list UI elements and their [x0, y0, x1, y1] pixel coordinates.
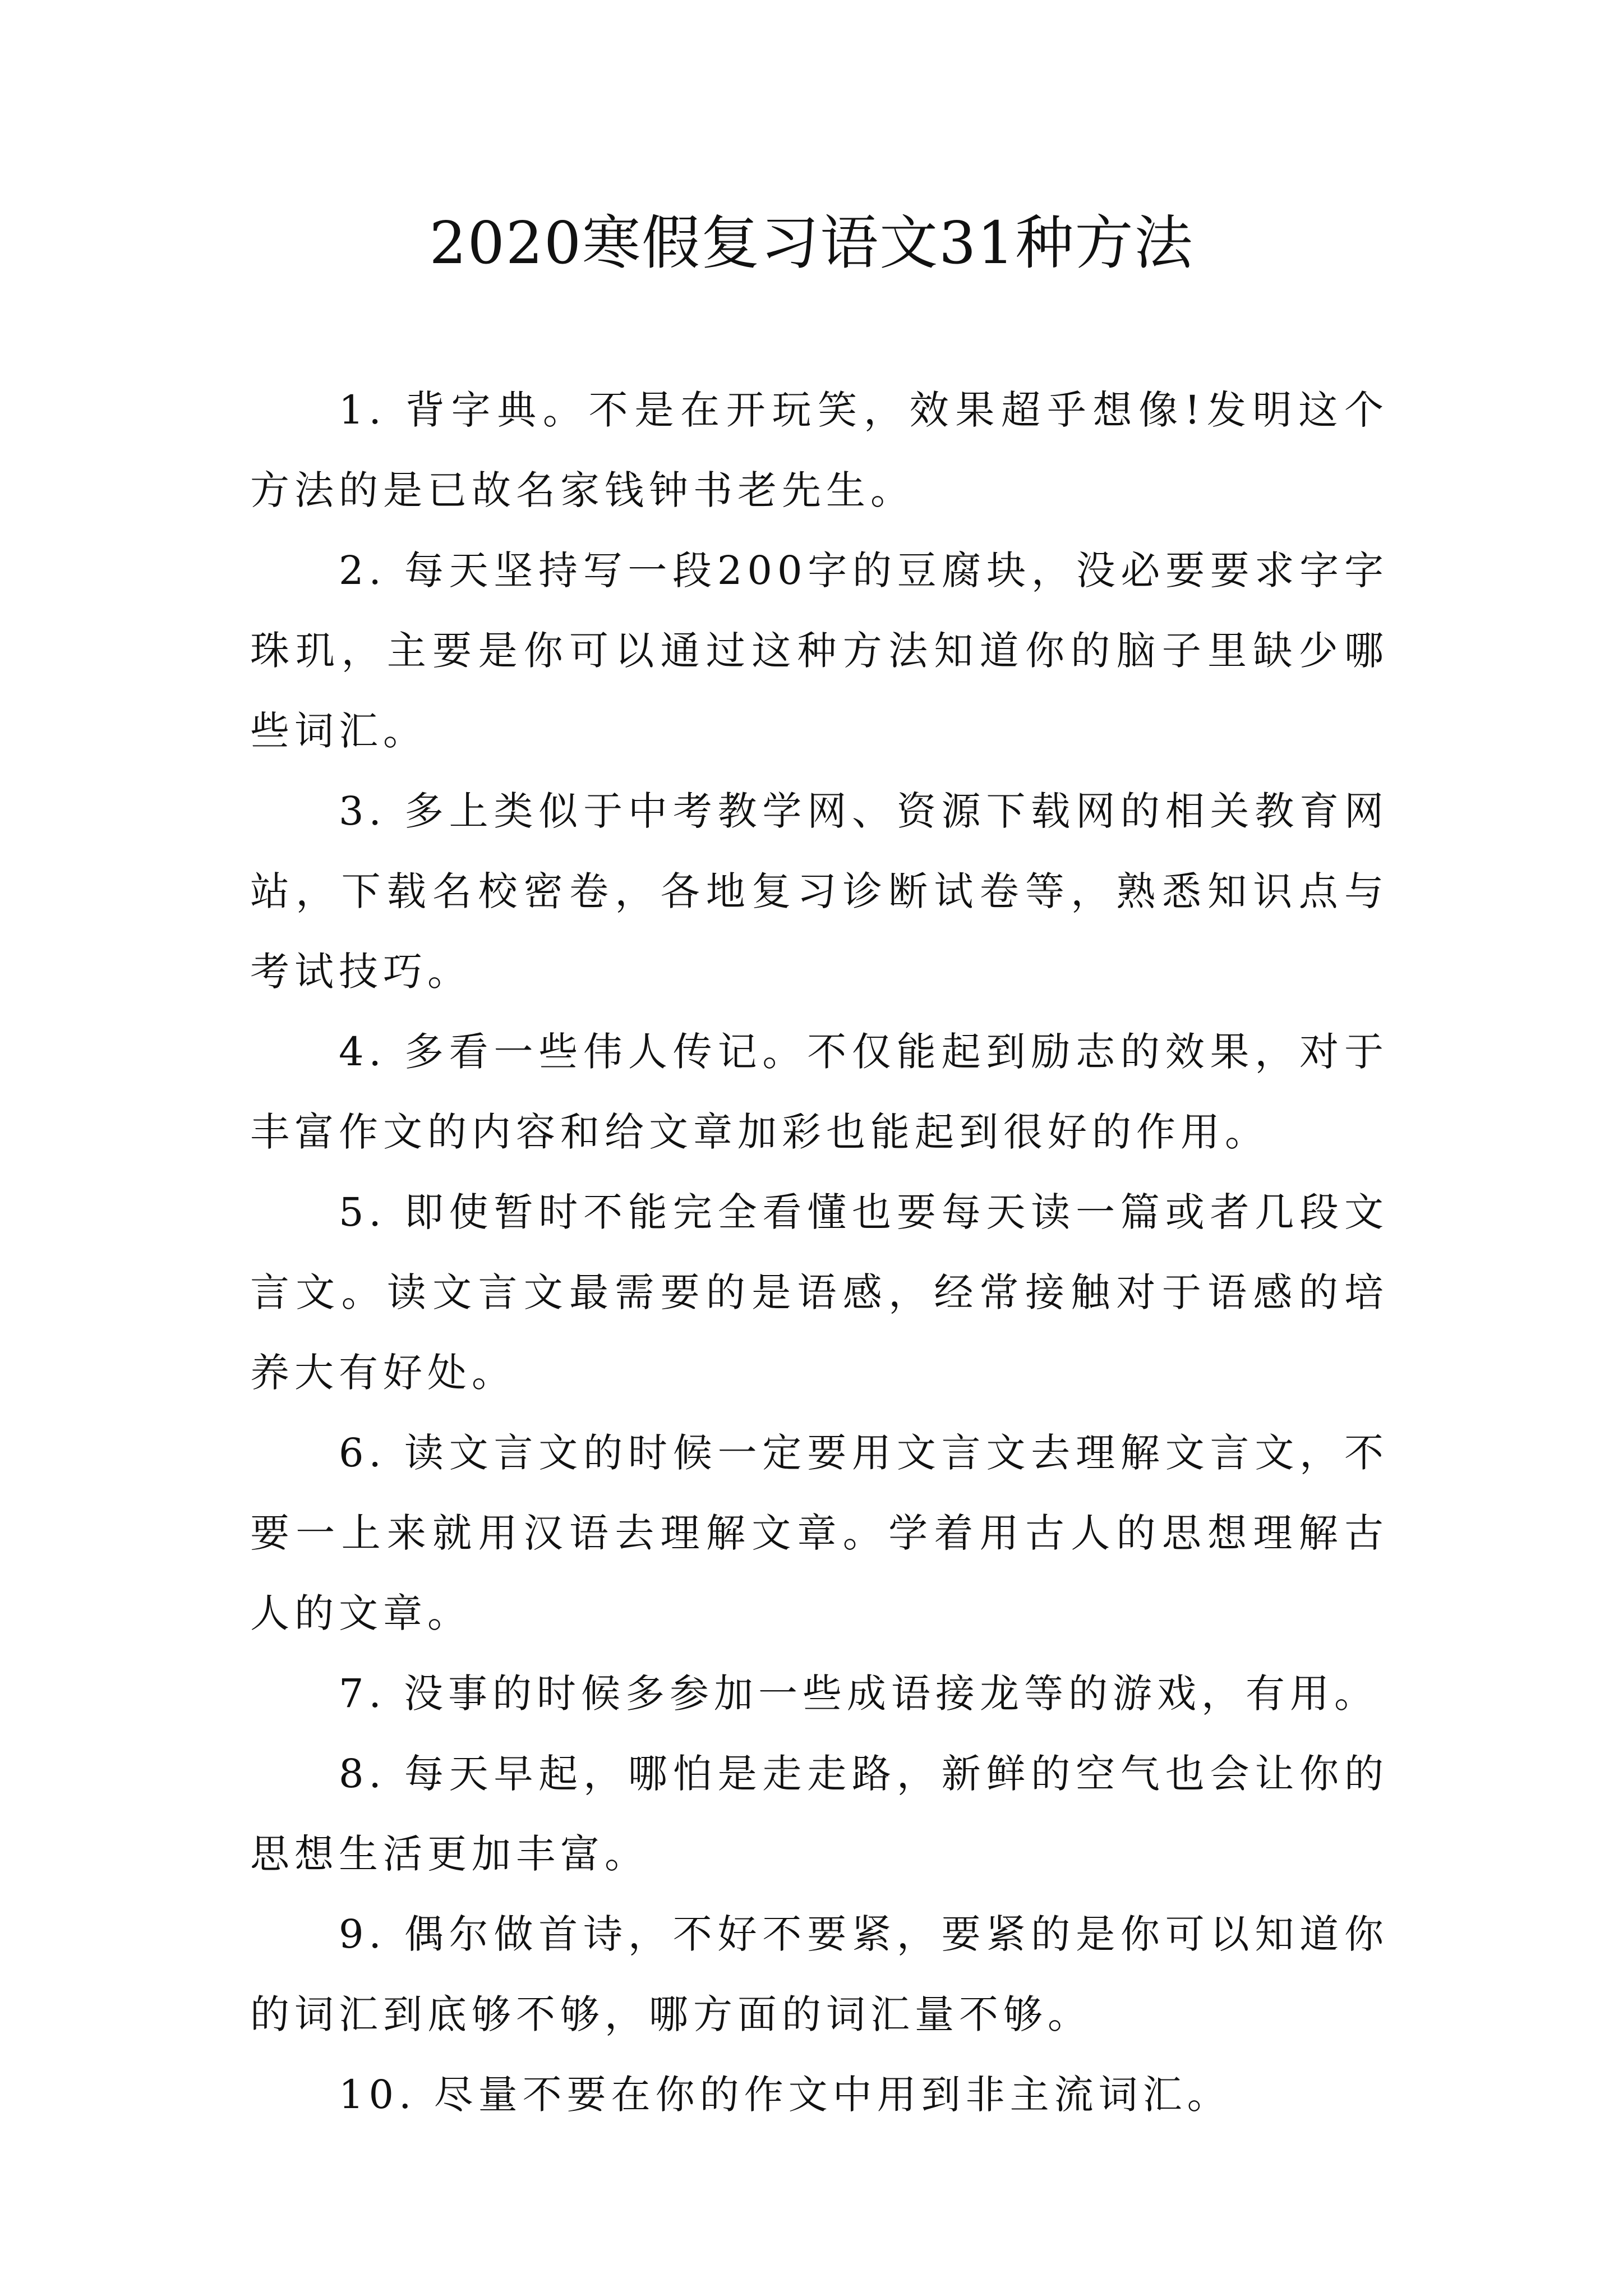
list-item-5: 5. 即使暂时不能完全看懂也要每天读一篇或者几段文言文。读文言文最需要的是语感，经常接触对于语感的培养大有好处。 — [250, 1189, 1389, 1396]
list-item-3: 3. 多上类似于中考教学网、资源下载网的相关教育网站，下载名校密卷，各地复习诊断试卷等，熟悉知识点与考试技巧。 — [250, 788, 1389, 995]
list-item-9: 9. 偶尔做首诗，不好不要紧，要紧的是你可以知道你的词汇到底够不够，哪方面的词汇量不够。 — [250, 1911, 1389, 2037]
document-body — [250, 370, 1389, 2135]
list-item-2: 2. 每天坚持写一段200字的豆腐块，没必要要求字字珠玑，主要是你可以通过这种方法知道你的脑子里缺少哪些词汇。 — [250, 547, 1389, 754]
list-item-6: 6. 读文言文的时候一定要用文言文去理解文言文，不要一上来就用汉语去理解文章。学着用古人的思想理解古人的文章。 — [250, 1430, 1389, 1636]
list-item-7: 7. 没事的时候多参加一些成语接龙等的游戏，有用。 — [339, 1671, 1379, 1717]
list-item-1: 1. 背字典。不是在开玩笑，效果超乎想像!发明这个方法的是已故名家钱钟书老先生。 — [250, 387, 1389, 513]
list-item-4: 4. 多看一些伟人传记。不仅能起到励志的效果，对于丰富作文的内容和给文章加彩也能起到很好的作用。 — [250, 1029, 1389, 1155]
list-item-10: 10. 尽量不要在你的作文中用到非主流词汇。 — [339, 2072, 1232, 2118]
list-item-8: 8. 每天早起，哪怕是走走路，新鲜的空气也会让你的思想生活更加丰富。 — [250, 1751, 1389, 1877]
document-title: 2020寒假复习语文31种方法 — [429, 209, 1194, 277]
